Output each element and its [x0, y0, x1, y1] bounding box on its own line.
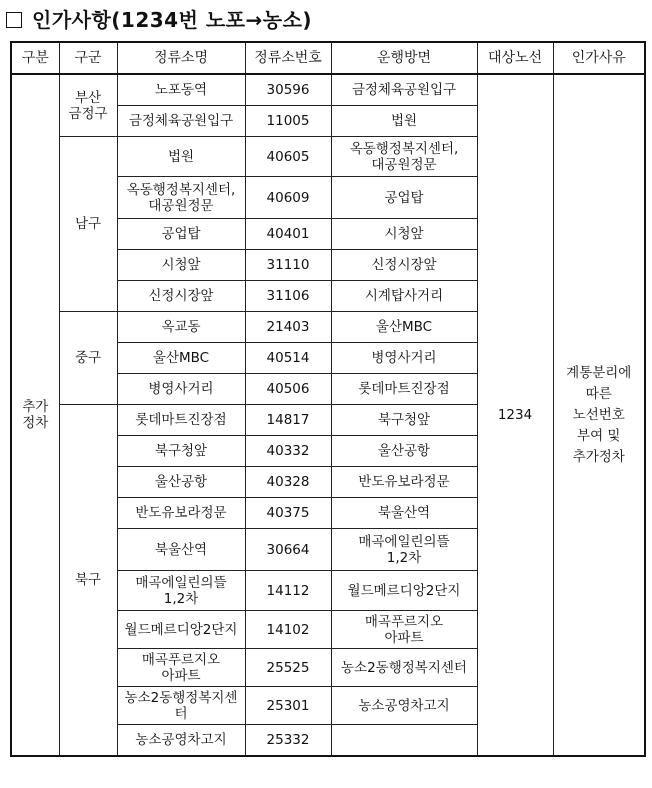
stop-name-cell: 옥교동 [117, 312, 245, 343]
header-stop-name: 정류소명 [117, 42, 245, 74]
table-header-row [11, 42, 645, 74]
stop-number-cell: 40506 [245, 374, 331, 405]
stop-number-cell: 14102 [245, 611, 331, 649]
stop-number-cell: 40609 [245, 177, 331, 219]
stop-number-cell: 40514 [245, 343, 331, 374]
direction-cell: 신정시장앞 [331, 250, 477, 281]
stop-name-cell: 노포동역 [117, 74, 245, 106]
stop-name-cell: 공업탑 [117, 219, 245, 250]
district-cell: 남구 [59, 137, 117, 312]
stop-name-cell: 울산MBC [117, 343, 245, 374]
stop-name-cell: 병영사거리 [117, 374, 245, 405]
stop-number-cell: 30664 [245, 529, 331, 571]
stop-name-cell: 법원 [117, 137, 245, 177]
direction-cell: 매곡에일린의뜰 1,2차 [331, 529, 477, 571]
stop-number-cell: 25525 [245, 649, 331, 687]
stop-number-cell: 14817 [245, 405, 331, 436]
stop-number-cell: 25332 [245, 725, 331, 757]
stop-number-cell: 40328 [245, 467, 331, 498]
district-cell: 북구 [59, 405, 117, 757]
stop-number-cell: 40332 [245, 436, 331, 467]
stop-name-cell: 북구청앞 [117, 436, 245, 467]
direction-cell: 월드메르디앙2단지 [331, 571, 477, 611]
reason-cell: 계통분리에 따른 노선번호 부여 및 추가정차 [553, 74, 645, 756]
stop-number-cell: 31106 [245, 281, 331, 312]
direction-cell: 시청앞 [331, 219, 477, 250]
page-title [6, 4, 312, 32]
direction-cell: 병영사거리 [331, 343, 477, 374]
stop-number-cell: 40401 [245, 219, 331, 250]
direction-cell: 금정체육공원입구 [331, 74, 477, 106]
direction-cell: 반도유보라정문 [331, 467, 477, 498]
table-row [11, 74, 645, 106]
direction-cell: 울산MBC [331, 312, 477, 343]
direction-cell: 북구청앞 [331, 405, 477, 436]
route-approval-table [10, 41, 646, 757]
stop-number-cell: 31110 [245, 250, 331, 281]
page-title-text: 인가사항(1234번 노포→농소) [32, 8, 313, 32]
stop-name-cell: 농소2동행정복지센 터 [117, 687, 245, 725]
stop-number-cell: 40605 [245, 137, 331, 177]
direction-cell [331, 725, 477, 757]
header-target-route: 대상노선 [477, 42, 553, 74]
stop-name-cell: 북울산역 [117, 529, 245, 571]
district-cell: 중구 [59, 312, 117, 405]
header-direction: 운행방면 [331, 42, 477, 74]
stop-name-cell: 매곡에일린의뜰 1,2차 [117, 571, 245, 611]
checkbox-square-icon [6, 12, 22, 28]
stop-number-cell: 40375 [245, 498, 331, 529]
direction-cell: 옥동행정복지센터, 대공원정문 [331, 137, 477, 177]
direction-cell: 롯데마트진장점 [331, 374, 477, 405]
stop-name-cell: 시청앞 [117, 250, 245, 281]
stop-name-cell: 월드메르디앙2단지 [117, 611, 245, 649]
category-cell: 추가 정차 [11, 74, 59, 756]
stop-name-cell: 울산공항 [117, 467, 245, 498]
stop-name-cell: 신정시장앞 [117, 281, 245, 312]
direction-cell: 시계탑사거리 [331, 281, 477, 312]
direction-cell: 매곡푸르지오 아파트 [331, 611, 477, 649]
stop-number-cell: 11005 [245, 106, 331, 137]
stop-name-cell: 롯데마트진장점 [117, 405, 245, 436]
direction-cell: 공업탑 [331, 177, 477, 219]
stop-name-cell: 매곡푸르지오 아파트 [117, 649, 245, 687]
stop-number-cell: 21403 [245, 312, 331, 343]
direction-cell: 농소공영차고지 [331, 687, 477, 725]
stop-number-cell: 25301 [245, 687, 331, 725]
header-category: 구분 [11, 42, 59, 74]
stop-number-cell: 14112 [245, 571, 331, 611]
stop-number-cell: 30596 [245, 74, 331, 106]
stop-name-cell: 반도유보라정문 [117, 498, 245, 529]
stop-name-cell: 금정체육공원입구 [117, 106, 245, 137]
direction-cell: 울산공항 [331, 436, 477, 467]
district-cell: 부산 금정구 [59, 74, 117, 137]
direction-cell: 농소2동행정복지센터 [331, 649, 477, 687]
direction-cell: 북울산역 [331, 498, 477, 529]
direction-cell: 법원 [331, 106, 477, 137]
target-route-cell: 1234 [477, 74, 553, 756]
stop-name-cell: 옥동행정복지센터, 대공원정문 [117, 177, 245, 219]
stop-name-cell: 농소공영차고지 [117, 725, 245, 757]
header-district: 구군 [59, 42, 117, 74]
header-reason: 인가사유 [553, 42, 645, 74]
header-stop-number: 정류소번호 [245, 42, 331, 74]
